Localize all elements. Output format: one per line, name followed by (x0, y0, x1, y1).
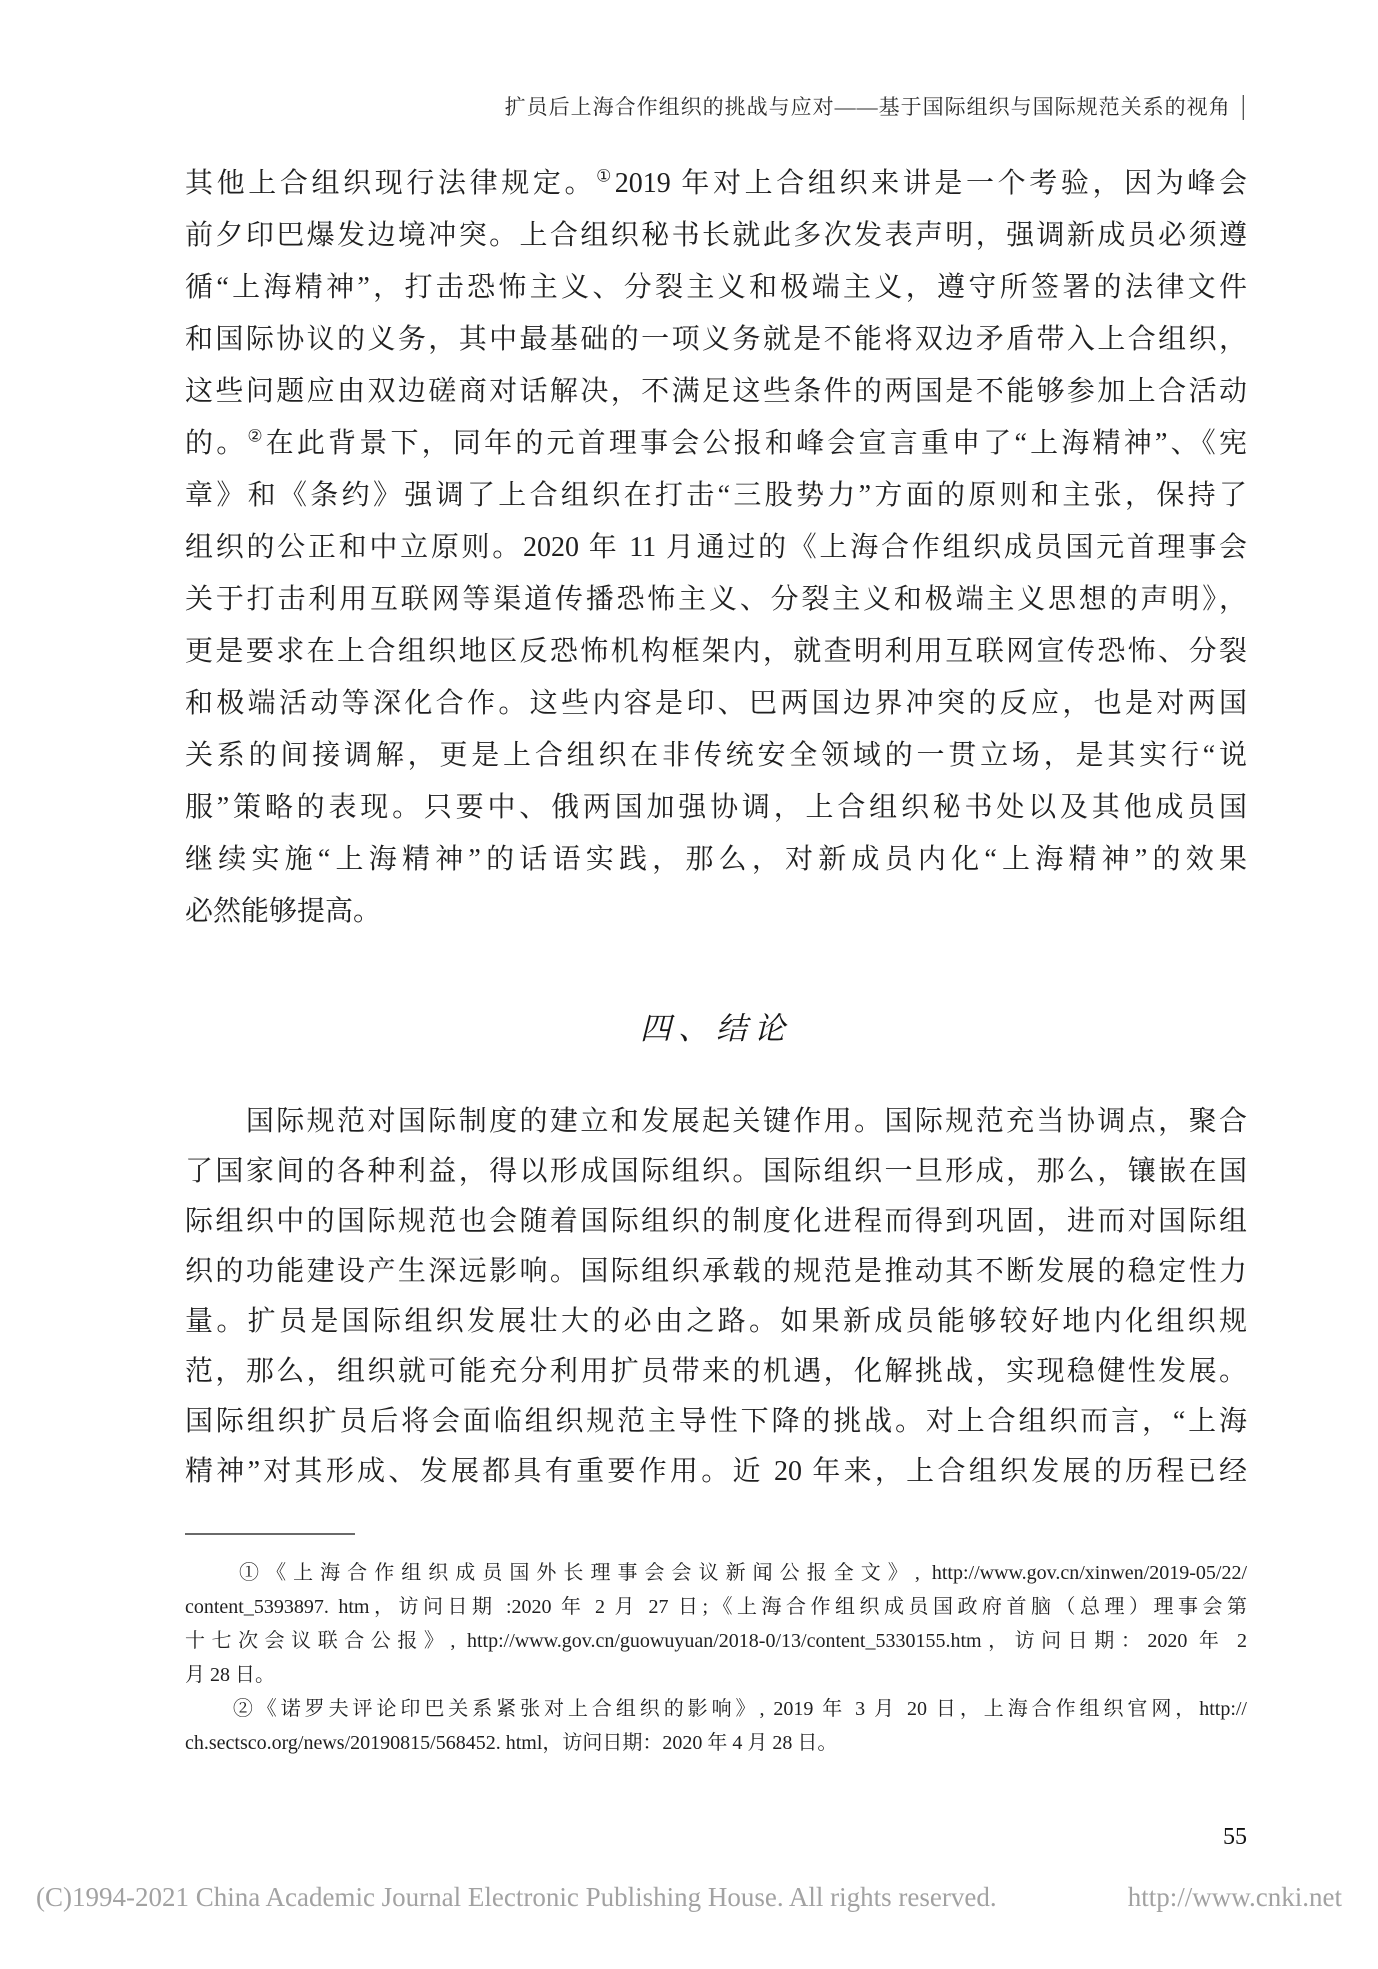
page-number: 55 (1223, 1824, 1247, 1850)
text-line: 量。扩员是国际组织发展壮大的必由之路。如果新成员能够较好地内化组织规 (185, 1306, 1247, 1337)
text-line: 必然能够提高。 (185, 896, 382, 927)
text-line: 关于打击利用互联网等渠道传播恐怖主义、分裂主义和极端主义思想的声明》， (185, 584, 1247, 615)
header-divider: | (1240, 90, 1247, 120)
text-line: 前夕印巴爆发边境冲突。上合组织秘书长就此多次发表声明，强调新成员必须遵 (185, 220, 1247, 251)
text-line: 组织的公正和中立原则。2020 年 11 月通过的《上海合作组织成员国元首理事会 (185, 532, 1247, 563)
text-line: 范，那么，组织就可能充分利用扩员带来的机遇，化解挑战，实现稳健性发展。 (185, 1356, 1247, 1387)
text-line: 循“上海精神”，打击恐怖主义、分裂主义和极端主义，遵守所签署的法律文件 (185, 272, 1247, 303)
text-line: 更是要求在上合组织地区反恐怖机构框架内，就查明利用互联网宣传恐怖、分裂 (185, 636, 1247, 667)
text-line: 继续实施“上海精神”的话语实践，那么，对新成员内化“上海精神”的效果 (185, 844, 1247, 875)
text-line: 服”策略的表现。只要中、俄两国加强协调，上合组织秘书处以及其他成员国 (185, 792, 1247, 823)
text-line: 了国家间的各种利益，得以形成国际组织。国际组织一旦形成，那么，镶嵌在国 (185, 1156, 1247, 1187)
section-heading: 四、结论 (640, 1011, 792, 1046)
footnote-line: 月 28 日。 (185, 1664, 275, 1686)
text-line: 这些问题应由双边磋商对话解决，不满足这些条件的两国是不能够参加上合活动 (185, 376, 1247, 407)
running-header-title: 扩员后上海合作组织的挑战与应对——基于国际组织与国际规范关系的视角 (504, 94, 1231, 119)
footnote-line: ch.sectsco.org/news/20190815/568452. html，访问日期：2020 年 4 月 28 日。 (185, 1732, 838, 1754)
text-line: 织的功能建设产生深远影响。国际组织承载的规范是推动其不断发展的稳定性力 (185, 1256, 1247, 1287)
footnote-1 (185, 1556, 1247, 1692)
text-line: 章》和《条约》强调了上合组织在打击“三股势力”方面的原则和主张，保持了 (185, 480, 1247, 511)
footnote-line: content_5393897. htm，访问日期 :2020 年 2 月 27 日;《上海合作组织成员国政府首脑（总理）理事会第 (185, 1596, 1247, 1618)
text-line: 国际组织扩员后将会面临组织规范主导性下降的挑战。对上合组织而言，“上海 (185, 1406, 1247, 1437)
text-line: 国际规范对国际制度的建立和发展起关键作用。国际规范充当协调点，聚合 (185, 1106, 1247, 1137)
text-line: 的。②在此背景下，同年的元首理事会公报和峰会宣言重申了“上海精神”、《宪 (185, 426, 1247, 459)
copyright-text: (C)1994-2021 China Academic Journal Electronic Publishing House. All rights reserved. (36, 1882, 997, 1912)
footnote-line: ①《上海合作组织成员国外长理事会会议新闻公报全文》, http://www.gov.cn/xinwen/2019-05/22/ (185, 1562, 1247, 1584)
text-line: 际组织中的国际规范也会随着国际组织的制度化进程而得到巩固，进而对国际组 (185, 1206, 1247, 1237)
footnote-separator (185, 1533, 355, 1535)
footnote-line: 十七次会议联合公报》, http://www.gov.cn/guowuyuan/2018-0/13/content_5330155.htm，访问日期：2020 年 2 (185, 1630, 1247, 1652)
text-line: 关系的间接调解，更是上合组织在非传统安全领域的一贯立场，是其实行“说 (185, 740, 1247, 771)
paragraph-2 (185, 1097, 1247, 1497)
running-header (185, 90, 1247, 121)
cnki-url: http://www.cnki.net (1127, 1882, 1342, 1912)
footnote-line: ②《诺罗夫评论印巴关系紧张对上合组织的影响》, 2019 年 3 月 20 日，上海合作组织官网，http:// (185, 1698, 1247, 1720)
text-line: 和国际协议的义务，其中最基础的一项义务就是不能将双边矛盾带入上合组织， (185, 324, 1247, 355)
footnote-2 (185, 1692, 1247, 1760)
paragraph-1 (185, 158, 1247, 938)
text-line: 和极端活动等深化合作。这些内容是印、巴两国边界冲突的反应，也是对两国 (185, 688, 1247, 719)
copyright-footer (0, 1882, 1378, 1913)
text-line: 其他上合组织现行法律规定。①2019 年对上合组织来讲是一个考验，因为峰会 (185, 166, 1247, 199)
text-line: 精神”对其形成、发展都具有重要作用。近 20 年来，上合组织发展的历程已经 (185, 1456, 1247, 1487)
